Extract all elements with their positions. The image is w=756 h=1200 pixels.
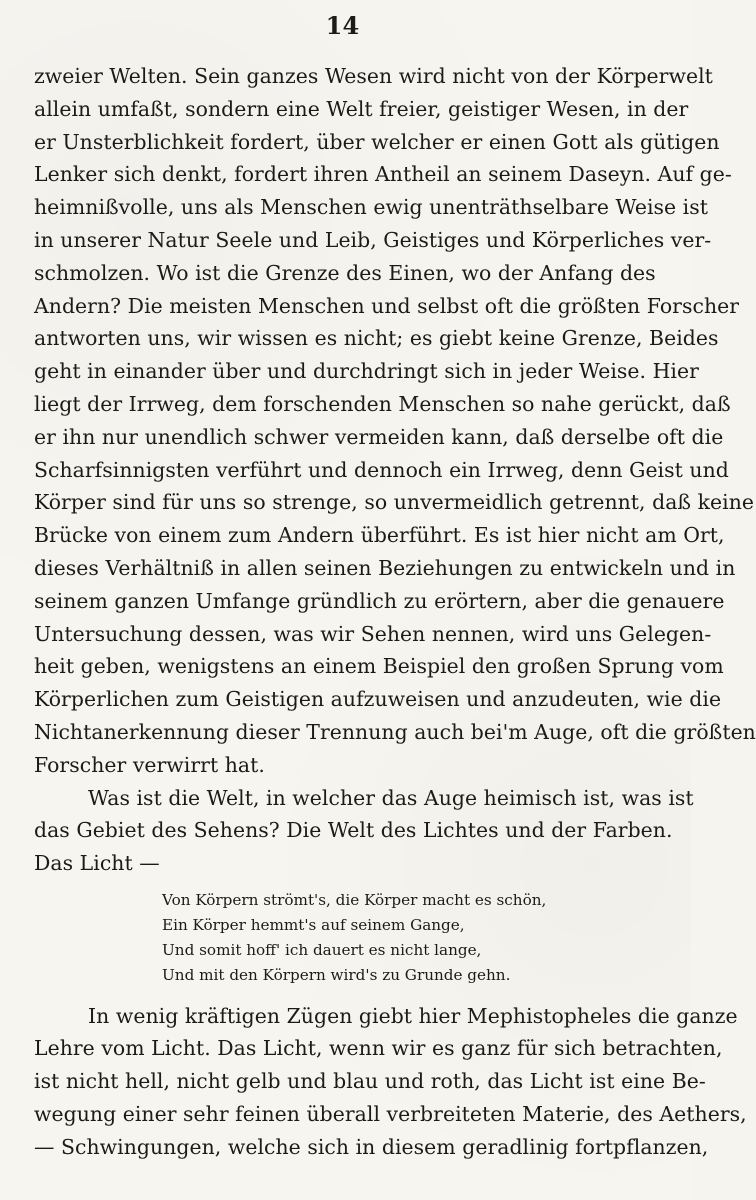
text-line: antworten uns, wir wissen es nicht; es giebt keine Grenze, Beides	[34, 326, 719, 351]
paragraph-3	[34, 1000, 747, 1164]
text-line: ist nicht hell, nicht gelb und blau und roth, das Licht ist eine Be-	[34, 1069, 706, 1094]
main-text	[34, 60, 756, 1164]
text-line: geht in einander über und durchdringt sich in jeder Weise. Hier	[34, 359, 699, 384]
text-line: allein umfaßt, sondern eine Welt freier, geistiger Wesen, in der	[34, 96, 689, 121]
text-line: dieses Verhältniß in allen seinen Beziehungen zu entwickeln und in	[34, 555, 736, 580]
text-line: seinem ganzen Umfange gründlich zu erörtern, aber die genauere	[34, 588, 725, 613]
text-line: Lehre vom Licht. Das Licht, wenn wir es ganz für sich betrachten,	[34, 1036, 723, 1061]
text-line: In wenig kräftigen Zügen giebt hier Mephistopheles die ganze	[88, 1003, 738, 1028]
text-line: in unserer Natur Seele und Leib, Geistiges und Körperliches ver-	[34, 227, 712, 252]
text-line: Scharfsinnigsten verführt und dennoch ein Irrweg, denn Geist und	[34, 457, 729, 482]
verse-line: Und somit hoff' ich dauert es nicht lange,	[162, 941, 482, 960]
text-line: er Unsterblichkeit fordert, über welcher er einen Gott als gütigen	[34, 129, 720, 154]
text-line: — Schwingungen, welche sich in diesem geradlinig fortpflanzen,	[34, 1134, 709, 1159]
verse-line: Von Körpern strömt's, die Körper macht es schön,	[162, 890, 547, 909]
text-line: heimnißvolle, uns als Menschen ewig unenträthselbare Weise ist	[34, 195, 709, 220]
text-line: Körper sind für uns so strenge, so unvermeidlich getrennt, daß keine	[34, 490, 755, 515]
text-line: Nichtanerkennung dieser Trennung auch bei'm Auge, oft die größten	[34, 719, 756, 744]
text-line: Lenker sich denkt, fordert ihren Antheil an seinem Daseyn. Auf ge-	[34, 162, 732, 187]
text-line: heit geben, wenigstens an einem Beispiel den großen Sprung vom	[34, 654, 724, 679]
paragraph-2	[34, 782, 694, 880]
text-line: wegung einer sehr feinen überall verbreiteten Materie, des Aethers,	[34, 1102, 747, 1127]
text-line: zweier Welten. Sein ganzes Wesen wird nicht von der Körperwelt	[34, 64, 713, 88]
text-line: Das Licht —	[34, 851, 160, 876]
text-line: Körperlichen zum Geistigen aufzuweisen und anzudeuten, wie die	[34, 687, 722, 712]
text-line: Brücke von einem zum Andern überführt. Es ist hier nicht am Ort,	[34, 523, 725, 548]
verse-quote	[34, 888, 651, 989]
text-line: Untersuchung dessen, was wir Sehen nennen, wird uns Gelegen-	[34, 621, 712, 646]
text-line: das Gebiet des Sehens? Die Welt des Lichtes und der Farben.	[34, 818, 673, 843]
paragraph-1	[34, 60, 756, 782]
verse-line: Und mit den Körpern wird's zu Grunde gehn.	[162, 966, 511, 985]
text-line: Andern? Die meisten Menschen und selbst oft die größten Forscher	[34, 293, 740, 318]
verse-line: Ein Körper hemmt's auf seinem Gange,	[162, 916, 465, 935]
text-line: liegt der Irrweg, dem forschenden Menschen so nahe gerückt, daß	[34, 391, 731, 416]
page-number: 14	[325, 11, 360, 40]
text-line: schmolzen. Wo ist die Grenze des Einen, wo der Anfang des	[34, 260, 656, 285]
text-line: Was ist die Welt, in welcher das Auge heimisch ist, was ist	[88, 785, 694, 810]
text-line: er ihn nur unendlich schwer vermeiden kann, daß derselbe oft die	[34, 424, 724, 449]
text-line: Forscher verwirrt hat.	[34, 752, 265, 777]
